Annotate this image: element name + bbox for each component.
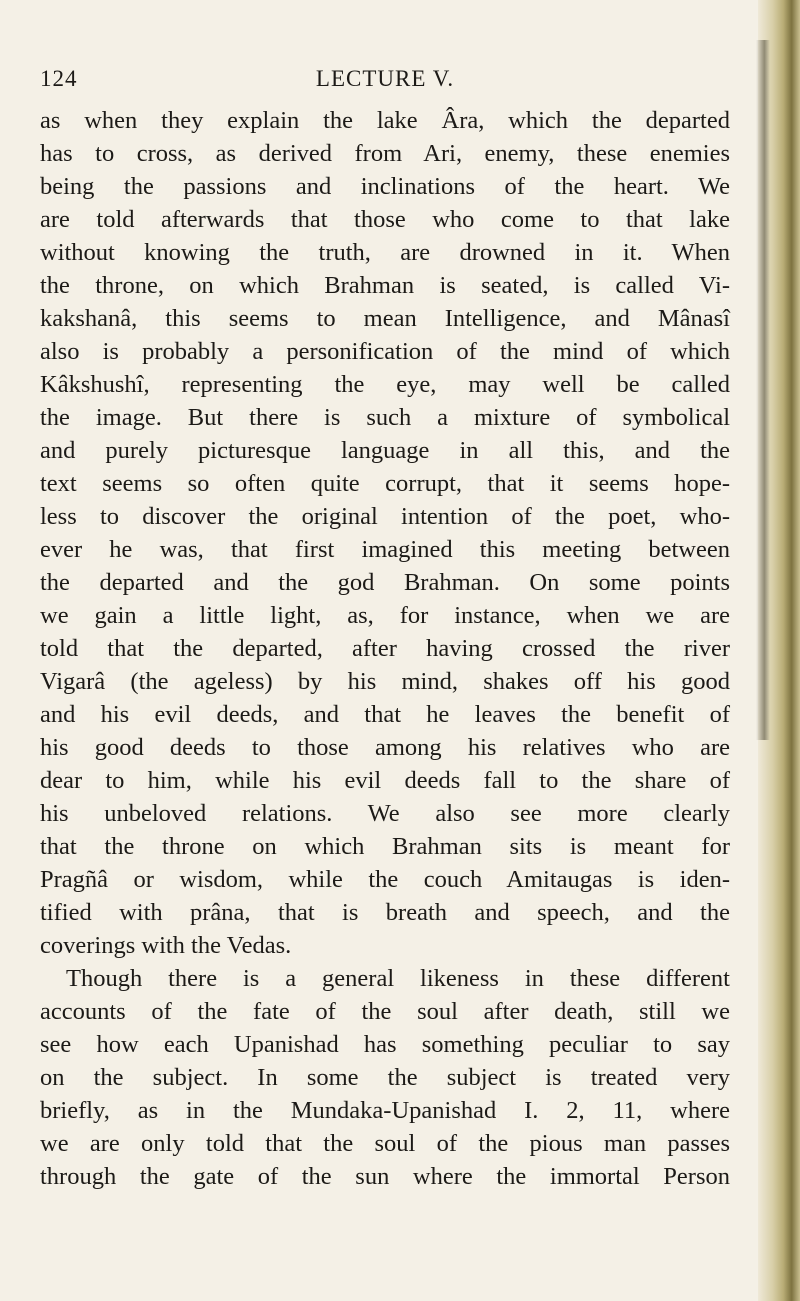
text-line: that the throne on which Brahman sits is meant for xyxy=(40,833,730,860)
text-line: Pragñâ or wisdom, while the couch Amitaugas is iden- xyxy=(40,866,730,893)
text-line: being the passions and inclinations of the heart. We xyxy=(40,173,730,200)
text-line: ever he was, that first imagined this meeting between xyxy=(40,536,730,563)
text-line: and his evil deeds, and that he leaves the benefit of xyxy=(40,701,730,728)
text-line: dear to him, while his evil deeds fall to the share of xyxy=(40,767,730,794)
page-header xyxy=(40,66,730,98)
text-line: as when they explain the lake Âra, which the departed xyxy=(40,107,730,134)
running-head: LECTURE V. xyxy=(315,66,455,91)
text-line: Kâkshushî, representing the eye, may well be called xyxy=(40,371,730,398)
text-line: text seems so often quite corrupt, that it seems hope- xyxy=(40,470,730,497)
text-line: on the subject. In some the subject is treated very xyxy=(40,1064,730,1091)
text-line: we gain a little light, as, for instance, when we are xyxy=(40,602,730,629)
text-line: also is probably a personification of the mind of which xyxy=(40,338,730,365)
text-line: less to discover the original intention of the poet, who- xyxy=(40,503,730,530)
text-line: his unbeloved relations. We also see more clearly xyxy=(40,800,730,827)
text-line: the image. But there is such a mixture of symbolical xyxy=(40,404,730,431)
text-line: told that the departed, after having crossed the river xyxy=(40,635,730,662)
text-line: briefly, as in the Mundaka-Upanishad I. 2, 11, where xyxy=(40,1097,730,1124)
paragraph-start-line: Though there is a general likeness in these different xyxy=(66,965,730,992)
paragraph-end-line: coverings with the Vedas. xyxy=(40,932,292,959)
text-line: and purely picturesque language in all this, and the xyxy=(40,437,730,464)
text-line: without knowing the truth, are drowned in it. When xyxy=(40,239,730,266)
text-line: tified with prâna, that is breath and speech, and the xyxy=(40,899,730,926)
text-line: Vigarâ (the ageless) by his mind, shakes off his good xyxy=(40,668,730,695)
text-line: the departed and the god Brahman. On some points xyxy=(40,569,730,596)
page-binding-shadow xyxy=(756,40,770,740)
text-line: the throne, on which Brahman is seated, is called Vi- xyxy=(40,272,730,299)
text-line: his good deeds to those among his relatives who are xyxy=(40,734,730,761)
text-line: we are only told that the soul of the pious man passes xyxy=(40,1130,730,1157)
text-line: accounts of the fate of the soul after death, still we xyxy=(40,998,730,1025)
text-line: see how each Upanishad has something peculiar to say xyxy=(40,1031,730,1058)
text-line: has to cross, as derived from Ari, enemy, these enemies xyxy=(40,140,730,167)
text-line: through the gate of the sun where the immortal Person xyxy=(40,1163,730,1190)
page-number: 124 xyxy=(40,66,78,91)
text-line: are told afterwards that those who come to that lake xyxy=(40,206,730,233)
text-line: kakshanâ, this seems to mean Intelligence, and Mânasî xyxy=(40,305,730,332)
body-text xyxy=(40,104,730,1193)
